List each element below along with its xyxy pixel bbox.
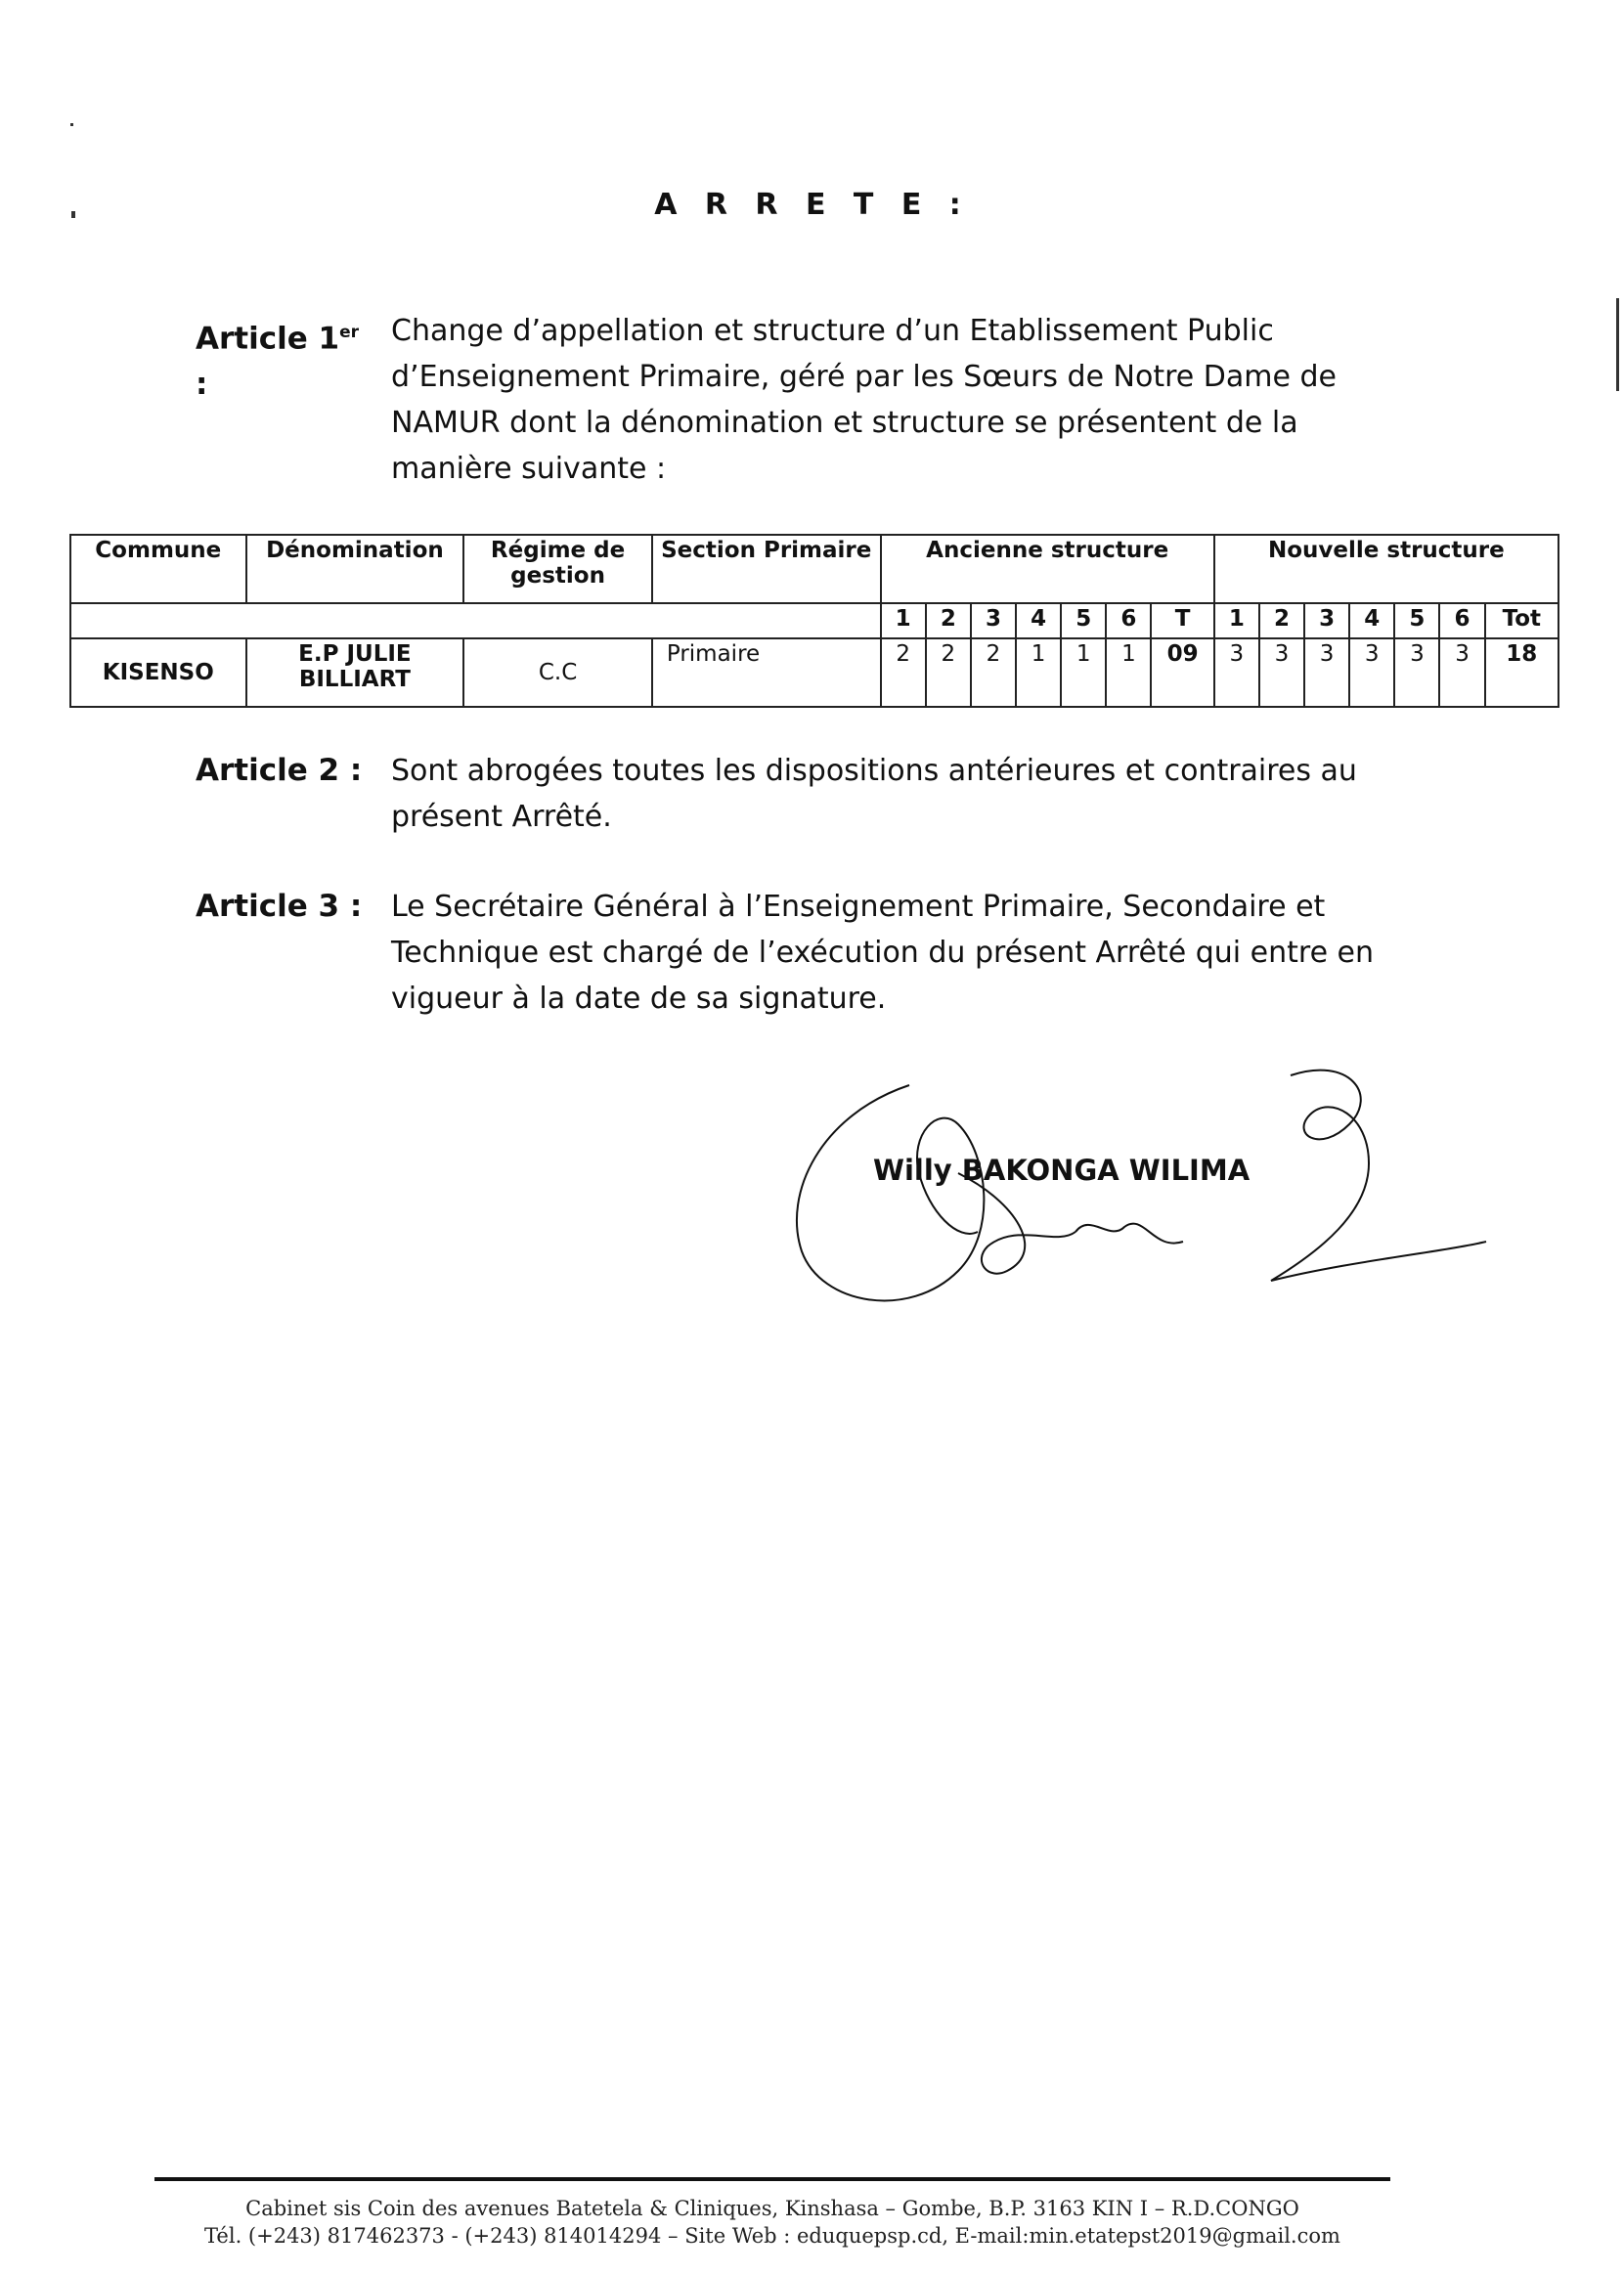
table-row [70,638,1558,707]
cell-denomination: E.P JULIE BILLIART [246,638,464,707]
nouvelle-col: 4 [1349,603,1394,638]
signature-scribble [763,1056,1506,1330]
article-1-label: Article 1er : [196,321,360,403]
cell-nouvelle-total: 18 [1485,638,1558,707]
article-2-label: Article 2 : [196,753,363,788]
footer-address: Cabinet sis Coin des avenues Batetela & Cliniques, Kinshasa – Gombe, B.P. 3163 KIN I – R.D.CONGO [245,2197,1299,2220]
header-ancienne-structure: Ancienne structure [881,535,1214,603]
article-1 [196,308,1427,492]
nouvelle-col-total: Tot [1485,603,1558,638]
scan-speck [70,123,73,126]
signatory-name: Willy BAKONGA WILIMA [873,1154,1251,1187]
ancienne-col: 1 [881,603,926,638]
nouvelle-col: 1 [1214,603,1259,638]
article-2-text: Sont abrogées toutes les dispositions antérieures et contraires au présent Arrêté. [391,754,1357,834]
cell-nouvelle: 3 [1304,638,1349,707]
nouvelle-col: 3 [1304,603,1349,638]
article-1-text: Change d’appellation et structure d’un Etablissement Public d’Enseignement Primaire, géré par les Sœurs de Notre Dame de NAMUR dont la dénomination et structure se présentent de la manière suivante : [391,314,1337,486]
ancienne-col: 4 [1016,603,1061,638]
structure-table [69,534,1559,708]
nouvelle-col: 6 [1439,603,1484,638]
header-regime: Régime de gestion [463,535,652,603]
article-3 [196,884,1427,1022]
cell-nouvelle: 3 [1214,638,1259,707]
page-title: A R R E T E : [654,188,970,222]
article-2 [196,748,1427,840]
ancienne-col-total: T [1151,603,1213,638]
table-header-row [70,535,1558,603]
article-3-label: Article 3 : [196,889,363,924]
header-section: Section Primaire [652,535,881,603]
cell-commune: KISENSO [70,638,246,707]
cell-ancienne: 2 [881,638,926,707]
article-3-text: Le Secrétaire Général à l’Enseignement Primaire, Secondaire et Technique est chargé de l’exécution du présent Arrêté qui entre en vigueur à la date de sa signature. [391,890,1375,1016]
cell-ancienne-total: 09 [1151,638,1213,707]
scan-edge [1616,298,1619,391]
nouvelle-col: 2 [1259,603,1304,638]
cell-nouvelle: 3 [1394,638,1439,707]
cell-ancienne: 1 [1016,638,1061,707]
header-denomination: Dénomination [246,535,464,603]
cell-regime: C.C [463,638,652,707]
ancienne-col: 6 [1106,603,1151,638]
cell-ancienne: 2 [926,638,971,707]
footer-rule [154,2177,1390,2181]
header-commune: Commune [70,535,246,603]
cell-ancienne: 1 [1106,638,1151,707]
table-subheader-row [70,603,1558,638]
cell-section: Primaire [652,638,881,707]
cell-nouvelle: 3 [1439,638,1484,707]
ancienne-col: 2 [926,603,971,638]
cell-nouvelle: 3 [1259,638,1304,707]
cell-ancienne: 1 [1061,638,1106,707]
nouvelle-col: 5 [1394,603,1439,638]
cell-ancienne: 2 [971,638,1016,707]
cell-nouvelle: 3 [1349,638,1394,707]
footer-contact: Tél. (+243) 817462373 - (+243) 814014294 – Site Web : eduquepsp.cd, E-mail:min.etatepst2019@gmail.com [204,2224,1340,2248]
ancienne-col: 3 [971,603,1016,638]
ancienne-col: 5 [1061,603,1106,638]
footer [156,2195,1388,2250]
subheader-blank [70,603,881,638]
header-nouvelle-structure: Nouvelle structure [1214,535,1558,603]
